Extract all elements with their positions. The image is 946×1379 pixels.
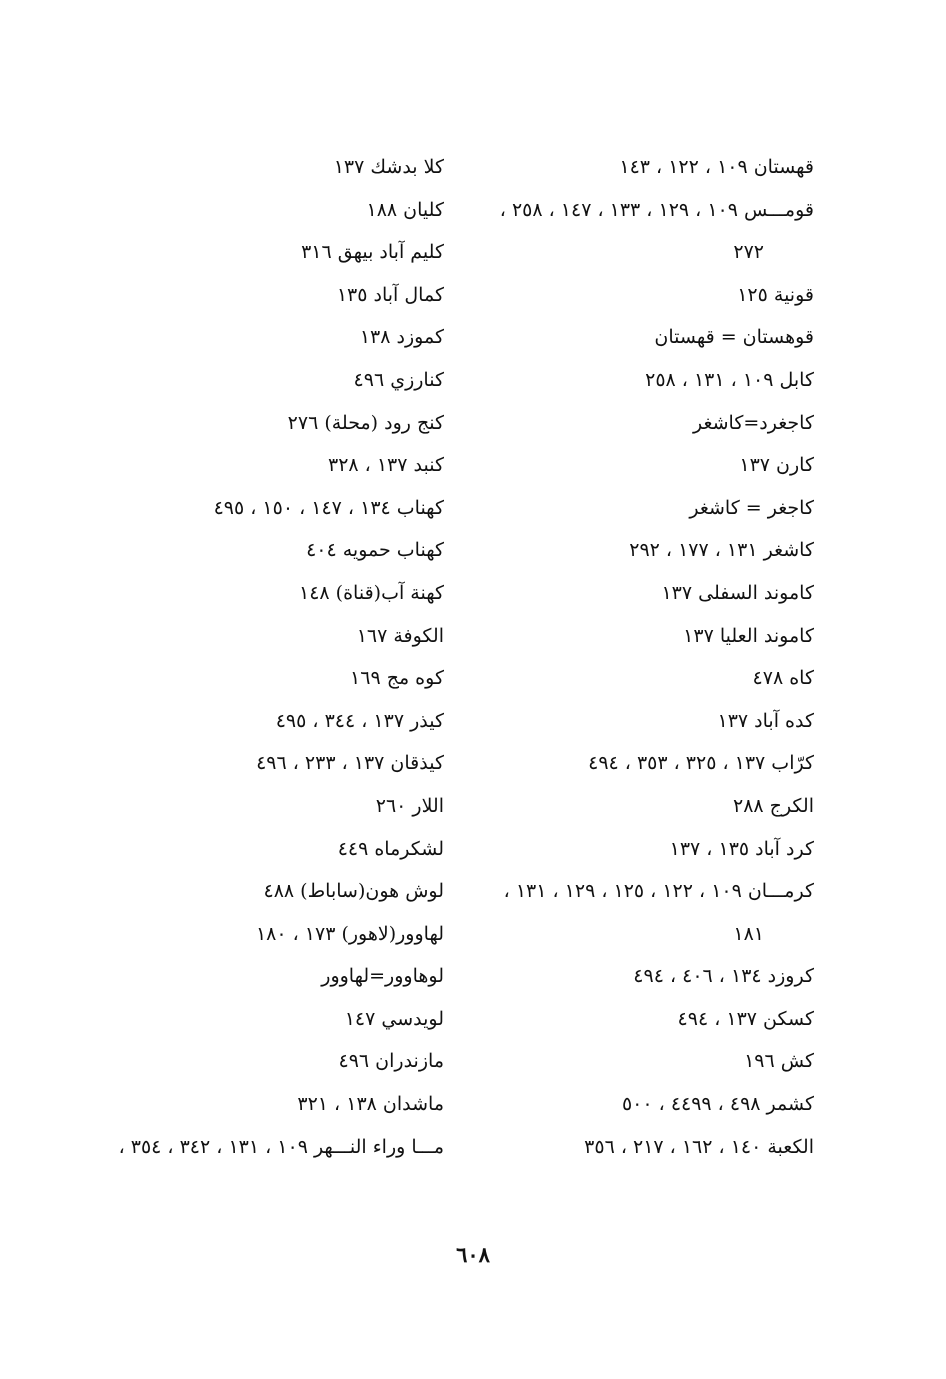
index-entry: كنبد ١٣٧ ، ٣٢٨ [328, 454, 444, 477]
index-entry: كرد آباد ١٣٥ ، ١٣٧ [669, 837, 814, 860]
index-entry: كهناب حمويه ٤٠٤ [306, 539, 444, 562]
index-entry-continuation: ١٨١ [733, 922, 764, 945]
index-entry: الكرج ٢٨٨ [733, 794, 814, 817]
index-entry: لشكرماه ٤٤٩ [337, 837, 444, 860]
index-entry: كاجغرد=كاشغر [692, 411, 814, 434]
index-entry: لهاوور(لاهور) ١٧٣ ، ١٨٠ [255, 922, 444, 945]
index-entry: كموزد ١٣٨ [359, 326, 444, 349]
index-entry: كوه مج ١٦٩ [350, 667, 444, 690]
index-entry: الكوفة ١٦٧ [356, 624, 444, 647]
index-entry: كهناب ١٣٤ ، ١٤٧ ، ١٥٠ ، ٤٩٥ [213, 496, 444, 519]
index-entry: لوهاوور=لهاوور [321, 965, 444, 988]
index-entry: لويدسي ١٤٧ [344, 1007, 444, 1030]
index-entry: كابل ١٠٩ ، ١٣١ ، ٢٥٨ [645, 368, 814, 391]
index-entry: كش ١٩٦ [744, 1050, 814, 1073]
index-entry: اللار ٢٦٠ [375, 794, 444, 817]
index-entry: ماشدان ١٣٨ ، ٣٢١ [297, 1093, 444, 1116]
index-entry: قومـــس ١٠٩ ، ١٢٩ ، ١٣٣ ، ١٤٧ ، ٢٥٨ ، [499, 198, 814, 221]
index-entry: كليان ١٨٨ [366, 198, 444, 221]
index-entry: قونية ١٢٥ [737, 283, 814, 306]
index-entry: كده آباد ١٣٧ [717, 709, 814, 732]
index-entry: كنج رود (محلة) ٢٧٦ [287, 411, 444, 434]
index-entry: كليم آباد بيهق ٣١٦ [301, 241, 444, 264]
index-column-right [464, 146, 814, 1168]
index-entry: كشمر ٤٩٨ ، ٤٤٩٩ ، ٥٠٠ [621, 1093, 814, 1116]
index-entry: كلا بدشك ١٣٧ [333, 156, 444, 178]
index-entry: كرمـــان ١٠٩ ، ١٢٢ ، ١٢٥ ، ١٢٩ ، ١٣١ ، [503, 880, 814, 903]
index-entry: مازندران ٤٩٦ [338, 1050, 444, 1073]
index-entry: الكعبة ١٤٠ ، ١٦٢ ، ٢١٧ ، ٣٥٦ [584, 1135, 814, 1158]
index-entry: كاشغر ١٣١ ، ١٧٧ ، ٢٩٢ [629, 539, 814, 562]
index-entry: كيذر ١٣٧ ، ٣٤٤ ، ٤٩٥ [275, 709, 444, 732]
index-entry: كسكن ١٣٧ ، ٤٩٤ [677, 1007, 814, 1030]
page-number: ٦٠٨ [456, 1242, 490, 1267]
index-entry: كاموند العليا ١٣٧ [683, 624, 814, 647]
index-entry: كرّاب ١٣٧ ، ٣٢٥ ، ٣٥٣ ، ٤٩٤ [588, 752, 814, 775]
index-entry: كنارزي ٤٩٦ [353, 368, 444, 391]
index-entry: لوش هون(ساباط) ٤٨٨ [263, 880, 444, 903]
index-entry: مـــا وراء النـــهر ١٠٩ ، ١٣١ ، ٣٤٢ ، ٣٥٤ ، [118, 1135, 444, 1158]
index-entry: كمال آباد ١٣٥ [336, 283, 444, 306]
index-column-left [84, 146, 444, 1168]
index-entry: كاموند السفلى ١٣٧ [661, 581, 814, 604]
index-entry: كاه ٤٧٨ [752, 667, 814, 690]
index-entry: كيذقان ١٣٧ ، ٢٣٣ ، ٤٩٦ [256, 752, 444, 775]
index-entry: كاجغر = كاشغر [689, 496, 814, 519]
index-entry: قوهستان = قهستان [654, 326, 814, 349]
index-entry: قهستان ١٠٩ ، ١٢٢ ، ١٤٣ [619, 156, 814, 178]
index-entry: كارن ١٣٧ [739, 454, 814, 477]
index-entry: كهنة آب(قناة) ١٤٨ [299, 581, 444, 604]
index-entry-continuation: ٢٧٢ [733, 241, 764, 264]
index-entry: كروزد ١٣٤ ، ٤٠٦ ، ٤٩٤ [633, 965, 814, 988]
